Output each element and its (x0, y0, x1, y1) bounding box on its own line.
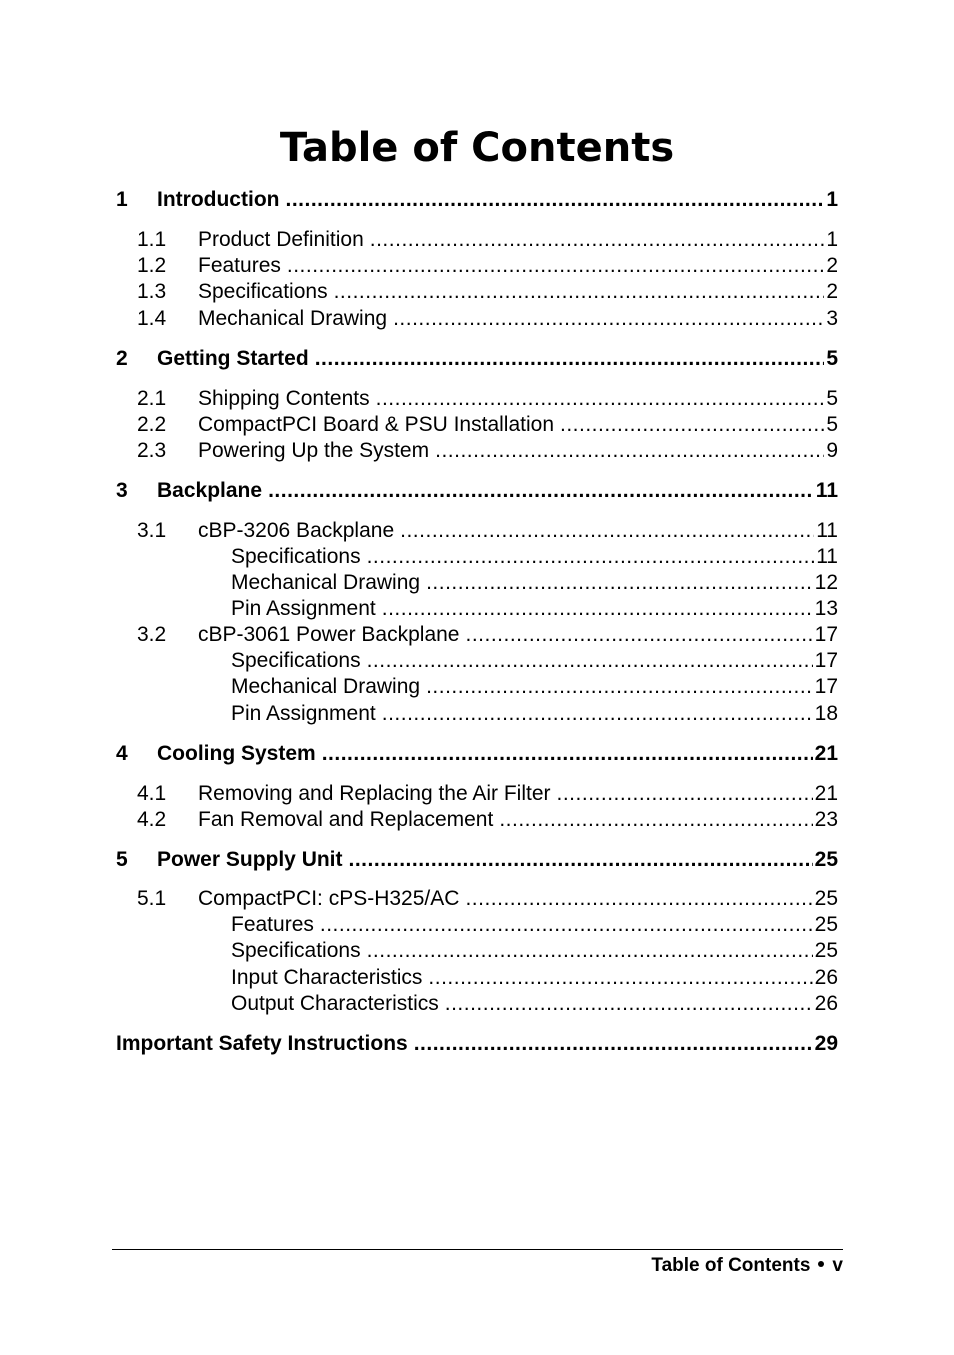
toc-page-number: 17 (814, 649, 838, 672)
toc-entry-label: Cooling System (157, 742, 316, 765)
toc-entry-number: 4 (116, 742, 128, 765)
toc-entry-number: 3 (116, 479, 128, 502)
toc-chapter-entry[interactable] (116, 847, 838, 873)
toc-entry-number: 1.2 (137, 254, 167, 277)
toc-entry-label: Removing and Replacing the Air Filter (198, 782, 551, 805)
toc-entry-label: Specifications (231, 545, 361, 568)
toc-leader-dots (435, 438, 824, 464)
toc-entry-number: 1.3 (137, 280, 167, 303)
toc-subsection-entry[interactable] (116, 912, 838, 938)
toc-entry-label: Mechanical Drawing (198, 307, 388, 330)
toc-section-entry[interactable] (116, 386, 838, 412)
toc-entry-number: 2.2 (137, 413, 167, 436)
toc-entry-number: 2 (116, 347, 128, 370)
toc-leader-dots (370, 227, 825, 253)
toc-page-number: 11 (816, 545, 838, 568)
toc-entry-number: 5 (116, 848, 128, 871)
toc-entry-label: Mechanical Drawing (231, 571, 421, 594)
toc-entry-label: Power Supply Unit (157, 848, 343, 871)
toc-entry-label: Fan Removal and Replacement (198, 808, 494, 831)
toc-leader-dots (382, 596, 813, 622)
toc-leader-dots (367, 938, 813, 964)
toc-leader-dots (376, 386, 825, 412)
toc-entry-number: 5.1 (137, 887, 167, 910)
toc-entry-label: CompactPCI Board & PSU Installation (198, 413, 554, 436)
toc-page-number: 25 (814, 887, 838, 910)
toc-entry-label: CompactPCI: cPS-H325/AC (198, 887, 460, 910)
toc-section-entry[interactable] (116, 253, 838, 279)
toc-page-number: 1 (826, 188, 838, 211)
toc-entry-label: cBP-3206 Backplane (198, 519, 395, 542)
toc-entry-label: Mechanical Drawing (231, 675, 421, 698)
toc-page-number: 5 (826, 413, 838, 436)
toc-leader-dots (268, 478, 814, 504)
toc-entry-number: 1.1 (137, 228, 167, 251)
page-title: Table of Contents (279, 125, 675, 171)
footer-page-number: v (832, 1255, 843, 1276)
toc-leader-dots (367, 648, 813, 674)
toc-leader-dots (426, 570, 813, 596)
toc-leader-dots (382, 701, 813, 727)
toc-leader-dots (499, 807, 812, 833)
toc-section-entry[interactable] (116, 781, 838, 807)
toc-page-number: 25 (814, 939, 838, 962)
toc-leader-dots (557, 781, 813, 807)
toc-subsection-entry[interactable] (116, 991, 838, 1017)
toc-leader-dots (393, 306, 824, 332)
toc-entry-label: Specifications (198, 280, 328, 303)
toc-page-number: 9 (826, 439, 838, 462)
toc-page-number: 5 (826, 347, 838, 370)
toc-page-number: 26 (814, 992, 838, 1015)
toc-page-number: 2 (826, 254, 838, 277)
toc-entry-number: 4.2 (137, 808, 167, 831)
toc-entry-label: Pin Assignment (231, 597, 376, 620)
toc-section-entry[interactable] (116, 279, 838, 305)
toc-page-number: 29 (814, 1032, 838, 1055)
toc-entry-number: 2.3 (137, 439, 167, 462)
toc-page-number: 12 (814, 571, 838, 594)
toc-section-entry[interactable] (116, 438, 838, 464)
page-footer (651, 1253, 843, 1279)
toc-entry-label: Pin Assignment (231, 702, 376, 725)
toc-entry-number: 1.4 (137, 307, 167, 330)
toc-page-number: 2 (826, 280, 838, 303)
toc-entry-label: cBP-3061 Power Backplane (198, 623, 460, 646)
toc-chapter-entry[interactable] (116, 478, 838, 504)
toc-section-entry[interactable] (116, 306, 838, 332)
toc-subsection-entry[interactable] (116, 965, 838, 991)
toc-entry-label: Product Definition (198, 228, 364, 251)
toc-leader-dots (334, 279, 825, 305)
toc-chapter-entry[interactable] (116, 187, 838, 213)
toc-page-number: 5 (826, 387, 838, 410)
toc-leader-dots (466, 622, 813, 648)
toc-page-number: 21 (814, 782, 838, 805)
toc-entry-number: 2.1 (137, 387, 167, 410)
toc-page-number: 18 (814, 702, 838, 725)
toc-subsection-entry[interactable] (116, 596, 838, 622)
toc-leader-dots (315, 346, 825, 372)
toc-entry-label: Output Characteristics (231, 992, 439, 1015)
toc-entry-number: 4.1 (137, 782, 167, 805)
toc-entry-label: Backplane (157, 479, 263, 502)
toc-entry-number: 3.2 (137, 623, 167, 646)
toc-leader-dots (465, 886, 812, 912)
toc-page-number: 3 (826, 307, 838, 330)
toc-entry-label: Features (198, 254, 281, 277)
toc-entry-label: Powering Up the System (198, 439, 430, 462)
toc-entry-label: Shipping Contents (198, 387, 370, 410)
bullet-icon (818, 1261, 824, 1267)
toc-section-entry[interactable] (116, 622, 838, 648)
toc-entry-label: Important Safety Instructions (116, 1032, 408, 1055)
toc-entry-number: 1 (116, 188, 128, 211)
toc-section-entry[interactable] (116, 412, 838, 438)
toc-subsection-entry[interactable] (116, 648, 838, 674)
footer-label: Table of Contents (651, 1255, 811, 1276)
toc-entry-label: Features (231, 913, 314, 936)
toc-section-entry[interactable] (116, 227, 838, 253)
toc-entry-label: Getting Started (157, 347, 309, 370)
toc-page-number: 13 (814, 597, 838, 620)
toc-page-number: 17 (814, 675, 838, 698)
toc-subsection-entry[interactable] (116, 701, 838, 727)
toc-page-number: 11 (816, 519, 838, 542)
toc-page-number: 1 (826, 228, 838, 251)
toc-leader-dots (322, 741, 813, 767)
toc-leader-dots (287, 253, 824, 279)
toc-leader-dots (285, 187, 824, 213)
toc-entry-label: Specifications (231, 649, 361, 672)
toc-leader-dots (560, 412, 824, 438)
toc-leader-dots (349, 847, 813, 873)
toc-section-entry[interactable] (116, 807, 838, 833)
toc-chapter-entry[interactable] (116, 346, 838, 372)
toc-page-number: 25 (814, 913, 838, 936)
toc-page-number: 11 (815, 479, 838, 502)
toc-leader-dots (426, 674, 813, 700)
toc-chapter-entry[interactable] (116, 741, 838, 767)
toc-page-number: 26 (814, 966, 838, 989)
toc-leader-dots (428, 965, 812, 991)
toc-entry-number: 3.1 (137, 519, 167, 542)
toc-leader-dots (414, 1031, 813, 1057)
toc-page-number: 25 (814, 848, 838, 871)
toc-entry-label: Input Characteristics (231, 966, 423, 989)
toc-entry-label: Specifications (231, 939, 361, 962)
toc-page-number: 21 (814, 742, 838, 765)
toc-subsection-entry[interactable] (116, 544, 838, 570)
toc-leader-dots (445, 991, 813, 1017)
toc-entry-label: Introduction (157, 188, 280, 211)
toc-section-entry[interactable] (116, 886, 838, 912)
toc-page-number: 23 (814, 808, 838, 831)
toc-chapter-entry[interactable] (116, 1031, 838, 1057)
toc-leader-dots (320, 912, 813, 938)
toc-leader-dots (367, 544, 815, 570)
toc-leader-dots (400, 518, 814, 544)
toc-subsection-entry[interactable] (116, 938, 838, 964)
toc-subsection-entry[interactable] (116, 570, 838, 596)
toc-section-entry[interactable] (116, 518, 838, 544)
footer-rule (112, 1249, 843, 1250)
toc-page-number: 17 (814, 623, 838, 646)
toc-subsection-entry[interactable] (116, 674, 838, 700)
